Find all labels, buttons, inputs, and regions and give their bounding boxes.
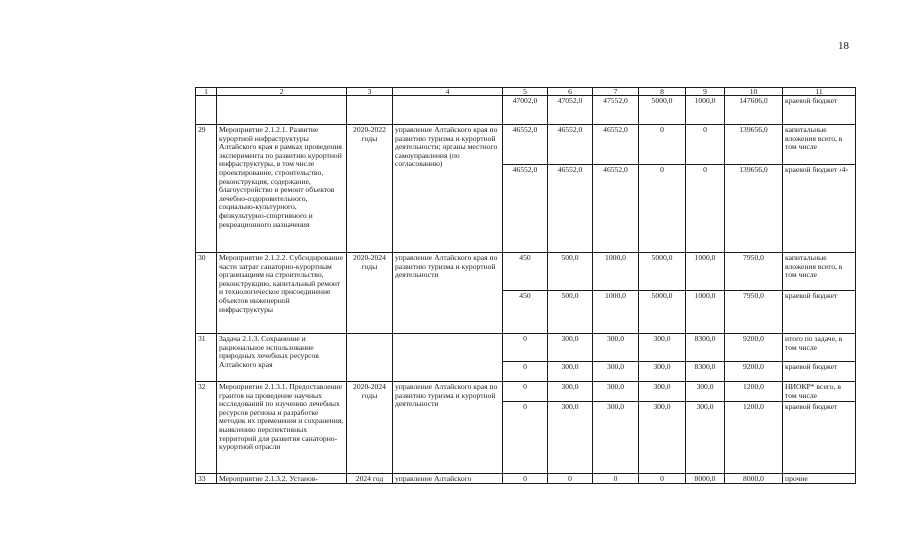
value-cell: 300,0 [548, 402, 593, 474]
value-cell: 1000,0 [686, 291, 725, 334]
value-cell: 300,0 [639, 382, 686, 402]
value-cell: 46552,0 [593, 165, 639, 253]
row-num-cell: 33 [196, 474, 217, 484]
header-cell: 10 [725, 88, 783, 96]
funding-type-cell: итого по задаче, в том числе [783, 334, 856, 362]
table-row [196, 334, 856, 362]
value-cell: 46552,0 [593, 125, 639, 165]
value-cell: 300,0 [593, 362, 639, 382]
value-cell: 46552,0 [548, 165, 593, 253]
value-cell: 300,0 [686, 382, 725, 402]
value-cell: 0 [686, 125, 725, 165]
header-cell: 9 [686, 88, 725, 96]
value-cell: 300,0 [639, 362, 686, 382]
value-cell: 0 [548, 474, 593, 484]
executor-cell: управление Алтайского края по развитию туризма и курортной деятельности [393, 382, 503, 474]
years-cell: 2020-2022 годы [347, 125, 393, 253]
value-cell: 1000,0 [593, 253, 639, 291]
value-cell: 1200,0 [725, 402, 783, 474]
years-cell: 2020-2024 годы [347, 382, 393, 474]
name-cell: Мероприятие 2.1.2.1. Развитие курортной инфраструктуры Алтайского края в рамках проведения эксперимента по развитию курортной инфраструктуры, в том числе проектирование, строительство, реконструкция, содержание, благоустройство и ремонт объектов лечебно-оздоровительного, социально-культурного, физкультурно-спортивного и рекреационного назначения [217, 125, 347, 253]
years-cell [347, 334, 393, 382]
header-cell: 3 [347, 88, 393, 96]
value-cell: 8300,0 [686, 334, 725, 362]
executor-cell [393, 334, 503, 382]
funding-type-cell: краевой бюджет [783, 291, 856, 334]
value-cell: 0 [503, 402, 548, 474]
funding-type-cell: прочие [783, 474, 856, 484]
name-cell: Мероприятие 2.1.2.2. Субсидирование части затрат санаторно-курортным организациям на строительство, реконструкцию, капитальный ремонт и технологическое присоединение объектов инженерной инфраструктуры [217, 253, 347, 334]
years-cell: 2020-2024 годы [347, 253, 393, 334]
value-cell: 300,0 [593, 382, 639, 402]
value-cell: 7950,0 [725, 291, 783, 334]
value-cell: 7950,0 [725, 253, 783, 291]
value-cell: 47052,0 [548, 96, 593, 125]
row-num-cell: 31 [196, 334, 217, 382]
table-row [196, 474, 856, 484]
value-cell: 0 [503, 474, 548, 484]
executor-cell: управление Алтайского края по развитию туризма и курортной деятельности [393, 253, 503, 334]
value-cell: 1200,0 [725, 382, 783, 402]
value-cell: 1000,0 [686, 253, 725, 291]
value-cell: 5000,0 [639, 291, 686, 334]
funding-type-cell: НИОКР* всего, в том числе [783, 382, 856, 402]
name-cell: Мероприятие 2.1.3.2. Установ- [217, 474, 347, 484]
value-cell: 300,0 [548, 362, 593, 382]
value-cell: 1000,0 [686, 96, 725, 125]
value-cell: 9200,0 [725, 334, 783, 362]
row-num-cell [196, 96, 217, 125]
value-cell: 0 [639, 474, 686, 484]
table-row [196, 253, 856, 291]
header-cell: 1 [196, 88, 217, 96]
value-cell: 0 [686, 165, 725, 253]
value-cell: 500,0 [548, 291, 593, 334]
years-cell: 2024 год [347, 474, 393, 484]
row-num-cell: 32 [196, 382, 217, 474]
table-row [196, 382, 856, 402]
table-row [196, 96, 856, 125]
funding-type-cell: краевой бюджет [783, 96, 856, 125]
value-cell: 46552,0 [503, 125, 548, 165]
executor-cell: управление Алтайского [393, 474, 503, 484]
value-cell: 450 [503, 253, 548, 291]
value-cell: 139656,0 [725, 125, 783, 165]
header-cell: 4 [393, 88, 503, 96]
header-cell: 6 [548, 88, 593, 96]
value-cell: 8000,0 [686, 474, 725, 484]
value-cell: 139656,0 [725, 165, 783, 253]
name-cell [217, 96, 347, 125]
header-cell: 7 [593, 88, 639, 96]
row-num-cell: 30 [196, 253, 217, 334]
page-number: 18 [838, 40, 849, 52]
value-cell: 300,0 [639, 334, 686, 362]
value-cell: 300,0 [548, 334, 593, 362]
funding-type-cell: капитальные вложения всего, в том числе [783, 125, 856, 165]
value-cell: 0 [503, 362, 548, 382]
value-cell: 47002,0 [503, 96, 548, 125]
value-cell: 0 [639, 165, 686, 253]
value-cell: 5000,0 [639, 96, 686, 125]
value-cell: 0 [639, 125, 686, 165]
value-cell: 8300,0 [686, 362, 725, 382]
budget-table [195, 87, 856, 484]
executor-cell: управление Алтайского края по развитию туризма и курортной деятельности; органы местного самоуправления (по согласованию) [393, 125, 503, 253]
value-cell: 500,0 [548, 253, 593, 291]
value-cell: 300,0 [639, 402, 686, 474]
value-cell: 9200,0 [725, 362, 783, 382]
value-cell: 300,0 [686, 402, 725, 474]
header-row [196, 88, 856, 96]
value-cell: 147606,0 [725, 96, 783, 125]
value-cell: 300,0 [593, 402, 639, 474]
value-cell: 5000,0 [639, 253, 686, 291]
value-cell: 47552,0 [593, 96, 639, 125]
header-cell: 2 [217, 88, 347, 96]
value-cell: 46552,0 [548, 125, 593, 165]
value-cell: 0 [503, 382, 548, 402]
row-num-cell: 29 [196, 125, 217, 253]
header-cell: 5 [503, 88, 548, 96]
name-cell: Мероприятие 2.1.3.1. Предоставление грантов на проведение научных исследований по изучению лечебных ресурсов региона и разработке методик их применения и сохранения, выявлению перспективных территорий для развития санаторно-курортной отрасли [217, 382, 347, 474]
value-cell: 450 [503, 291, 548, 334]
funding-type-cell: краевой бюджет [783, 402, 856, 474]
value-cell: 300,0 [593, 334, 639, 362]
funding-type-cell: краевой бюджет [783, 362, 856, 382]
header-cell: 8 [639, 88, 686, 96]
value-cell: 46552,0 [503, 165, 548, 253]
value-cell: 8000,0 [725, 474, 783, 484]
funding-type-cell: капитальные вложения всего, в том числе [783, 253, 856, 291]
executor-cell [393, 96, 503, 125]
value-cell: 1000,0 [593, 291, 639, 334]
header-cell: 11 [783, 88, 856, 96]
value-cell: 0 [593, 474, 639, 484]
table-row [196, 125, 856, 165]
value-cell: 300,0 [548, 382, 593, 402]
years-cell [347, 96, 393, 125]
value-cell: 0 [503, 334, 548, 362]
funding-type-cell: краевой бюджет ‹4› [783, 165, 856, 253]
name-cell: Задача 2.1.3. Сохранение и рациональное использование природных лечебных ресурсов Алтайского края [217, 334, 347, 382]
